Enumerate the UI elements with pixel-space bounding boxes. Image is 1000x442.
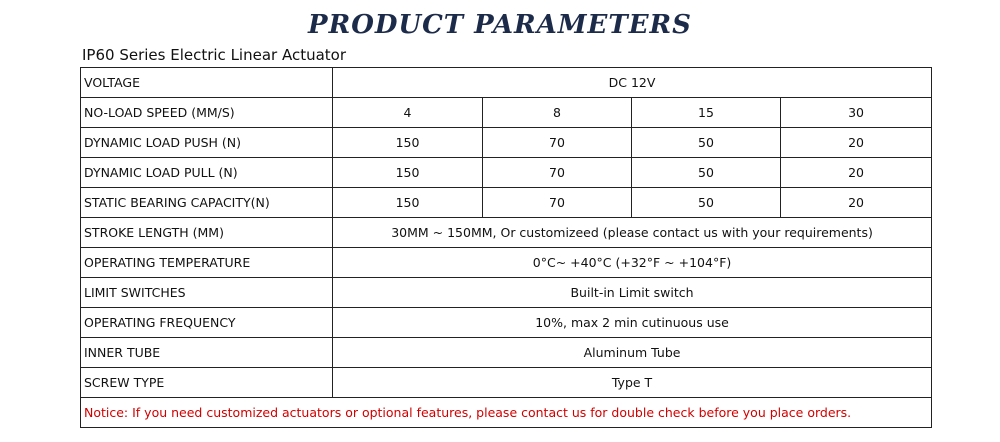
row-value: 0°C~ +40°C (+32°F ~ +104°F) — [333, 248, 932, 278]
row-label: SCREW TYPE — [81, 368, 333, 398]
row-label: STATIC BEARING CAPACITY(N) — [81, 188, 333, 218]
cell-value: 150 — [333, 158, 483, 188]
row-label: VOLTAGE — [81, 68, 333, 98]
row-value: DC 12V — [333, 68, 932, 98]
table-row-stroke-length — [81, 218, 932, 248]
cell-value: 4 — [333, 98, 483, 128]
row-label: INNER TUBE — [81, 338, 333, 368]
cell-value: 30 — [781, 98, 932, 128]
cell-value: 70 — [483, 158, 632, 188]
row-value: 30MM ~ 150MM, Or customizeed (please contact us with your requirements) — [333, 218, 932, 248]
cell-value: 150 — [333, 188, 483, 218]
row-value: Aluminum Tube — [333, 338, 932, 368]
row-label: STROKE LENGTH (MM) — [81, 218, 333, 248]
table-row-notice — [81, 398, 932, 428]
table-row-no-load-speed — [81, 98, 932, 128]
cell-value: 50 — [632, 128, 781, 158]
cell-value: 20 — [781, 158, 932, 188]
table-row-dynamic-load-push — [81, 128, 932, 158]
cell-value: 8 — [483, 98, 632, 128]
cell-value: 20 — [781, 188, 932, 218]
row-label: DYNAMIC LOAD PUSH (N) — [81, 128, 333, 158]
cell-value: 70 — [483, 128, 632, 158]
cell-value: 150 — [333, 128, 483, 158]
page-title: PRODUCT PARAMETERS — [308, 10, 692, 40]
row-label: OPERATING FREQUENCY — [81, 308, 333, 338]
cell-value: 50 — [632, 188, 781, 218]
row-value: Built-in Limit switch — [333, 278, 932, 308]
cell-value: 20 — [781, 128, 932, 158]
table-row-voltage — [81, 68, 932, 98]
table-row-operating-frequency — [81, 308, 932, 338]
row-label: DYNAMIC LOAD PULL (N) — [81, 158, 333, 188]
row-label: NO-LOAD SPEED (MM/S) — [81, 98, 333, 128]
table-row-inner-tube — [81, 338, 932, 368]
table-row-operating-temperature — [81, 248, 932, 278]
product-subtitle: IP60 Series Electric Linear Actuator — [82, 46, 347, 64]
table-row-limit-switches — [81, 278, 932, 308]
table-row-dynamic-load-pull — [81, 158, 932, 188]
parameters-table — [80, 67, 932, 428]
row-label: LIMIT SWITCHES — [81, 278, 333, 308]
row-value: 10%, max 2 min cutinuous use — [333, 308, 932, 338]
cell-value: 70 — [483, 188, 632, 218]
table-row-screw-type — [81, 368, 932, 398]
row-label: OPERATING TEMPERATURE — [81, 248, 333, 278]
notice-text: Notice: If you need customized actuators or optional features, please contact us for double check before you place orders. — [81, 398, 932, 428]
cell-value: 15 — [632, 98, 781, 128]
table-row-static-bearing-capacity — [81, 188, 932, 218]
cell-value: 50 — [632, 158, 781, 188]
row-value: Type T — [333, 368, 932, 398]
